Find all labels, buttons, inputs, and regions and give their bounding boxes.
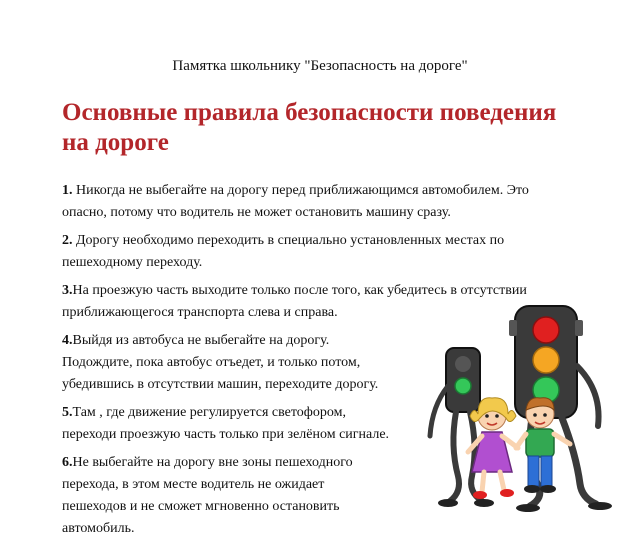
rule-number: 3.: [62, 283, 73, 298]
rule-text: Дорогу необходимо переходить в специально установленных местах по: [72, 233, 505, 248]
rule-text: перехода, в этом месте водитель не ожидает: [62, 477, 325, 492]
traffic-lights-with-children-illustration: [420, 296, 640, 516]
rule-text: пешеходов и не сможет мгновенно остановить: [62, 499, 340, 514]
rule-text: Никогда не выбегайте на дорогу перед приближающимся автомобилем. Это: [72, 183, 529, 198]
rule-number: 1.: [62, 183, 73, 198]
rule-text: На проезжую часть выходите только после того, как убедитесь в отсутствии: [72, 283, 527, 298]
rule-text: переходи проезжую часть только при зелёном сигнале.: [62, 427, 390, 442]
rule-item-2: [62, 230, 582, 274]
rule-text: Не выбегайте на дорогу вне зоны пешеходного: [72, 455, 353, 470]
rule-text: Подождите, пока автобус отъедет, и только потом,: [62, 355, 361, 370]
rule-number: 4.: [62, 333, 73, 348]
rule-text: опасно, потому что водитель не может остановить машину сразу.: [62, 205, 451, 220]
big-traffic-light-icon: [509, 306, 612, 512]
page-subtitle: Памятка школьнику "Безопасность на дороге": [172, 58, 468, 74]
rule-text: Там , где движение регулируется светофором,: [72, 405, 346, 420]
rule-number: 6.: [62, 455, 73, 470]
page-title: [62, 98, 602, 158]
rule-number: 2.: [62, 233, 73, 248]
rule-text: убедившись в отсутствии машин, переходите дорогу.: [62, 377, 379, 392]
rule-text: пешеходному переходу.: [62, 255, 203, 270]
rule-text: автомобиль.: [62, 521, 135, 536]
rule-number: 5.: [62, 405, 73, 420]
page-title-line-1: Основные правила безопасности поведения: [62, 99, 557, 126]
rule-item-1: [62, 180, 582, 224]
rule-text: Выйдя из автобуса не выбегайте на дорогу.: [72, 333, 330, 348]
rule-text: приближающегося транспорта слева и справа.: [62, 305, 338, 320]
page-title-line-2: на дороге: [62, 129, 169, 156]
